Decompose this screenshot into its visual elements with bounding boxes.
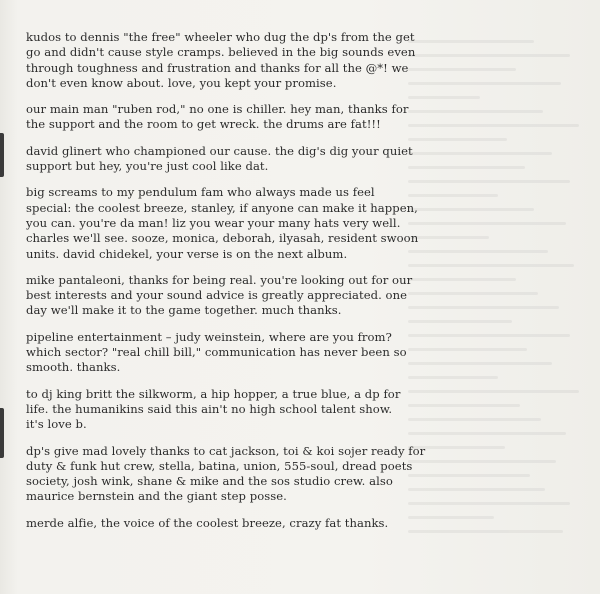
text-line: you can. you're da man! liz you wear your many hats very well.	[26, 215, 401, 230]
text-line: kudos to dennis "the free" wheeler who dug the dp's from the get	[26, 30, 415, 44]
text-line: the support and the room to get wreck. the drums are fat!!!	[26, 117, 381, 132]
text-line: it's love b.	[26, 417, 87, 432]
binding-mark	[0, 133, 4, 177]
text-line: duty & funk hut crew, stella, batina, union, 555-soul, dread poets	[26, 458, 413, 473]
paragraph	[26, 444, 426, 505]
text-line: support but hey, you're just cool like dat.	[26, 159, 269, 174]
text-line: dp's give mad lovely thanks to cat jackson, toi & koi sojer ready for	[26, 443, 426, 458]
paragraph	[26, 330, 426, 376]
show-through-texture	[408, 40, 588, 560]
text-line: which sector? "real chill bill," communication has never been so	[26, 345, 407, 360]
paragraph	[26, 387, 426, 433]
text-line: our main man "ruben rod," no one is chiller. hey man, thanks for	[26, 102, 409, 117]
text-line: merde alfie, the voice of the coolest breeze, crazy fat thanks.	[26, 515, 389, 530]
text-line: mike pantaleoni, thanks for being real. you're looking out for our	[26, 272, 413, 287]
text-line: charles we'll see. sooze, monica, deborah, ilyasah, resident swoon	[26, 231, 419, 246]
text-line: life. the humanikins said this ain't no high school talent show.	[26, 401, 393, 416]
text-line: david glinert who championed our cause. the dig's dig your quiet	[26, 143, 413, 158]
text-line: don't even know about. love, you kept your promise.	[26, 75, 337, 90]
text-line: big screams to my pendulum fam who always made us feel	[26, 185, 375, 200]
paragraph	[26, 273, 426, 319]
text-line: best interests and your sound advice is greatly appreciated. one	[26, 288, 408, 303]
paragraph	[26, 144, 426, 175]
paragraph	[26, 185, 426, 261]
paragraph	[26, 30, 426, 91]
text-line: maurice bernstein and the giant step posse.	[26, 489, 287, 504]
paragraph	[26, 516, 426, 531]
text-line: to dj king britt the silkworm, a hip hopper, a true blue, a dp for	[26, 386, 401, 401]
text-line: pipeline entertainment – judy weinstein, where are you from?	[26, 329, 392, 344]
text-line: through toughness and frustration and thanks for all the @*! we	[26, 60, 409, 75]
text-line: go and didn't cause style cramps. believed in the big sounds even	[26, 45, 416, 60]
thanks-text	[26, 30, 426, 542]
text-line: special: the coolest breeze, stanley, if anyone can make it happen,	[26, 200, 418, 215]
paragraph	[26, 102, 426, 133]
text-line: day we'll make it to the game together. much thanks.	[26, 303, 342, 318]
binding-mark	[0, 408, 4, 458]
text-line: society, josh wink, shane & mike and the sos studio crew. also	[26, 474, 393, 489]
text-line: smooth. thanks.	[26, 360, 121, 375]
text-line: units. david chidekel, your verse is on the next album.	[26, 246, 348, 261]
